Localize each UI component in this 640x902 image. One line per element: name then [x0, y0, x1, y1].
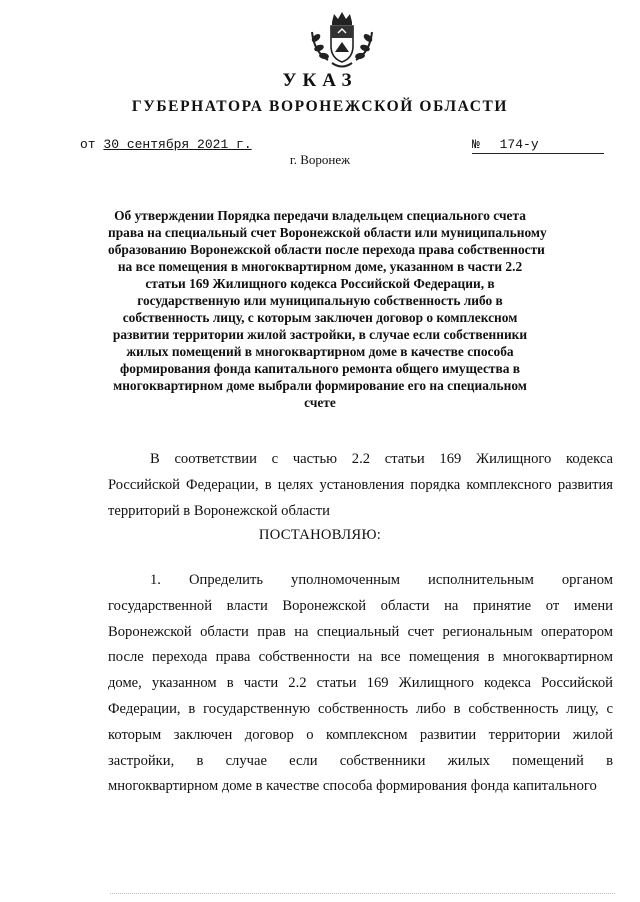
item-1-line: Федерации, в государственную собственность либо в собственность лицу, с — [108, 700, 613, 717]
heading-line: образованию Воронежской области после перехода права собственности — [108, 242, 545, 257]
city-label: г. Воронеж — [289, 152, 351, 167]
item-1-line: Воронежской области прав на специальный счет региональным оператором — [108, 623, 613, 640]
heading-line: государственную или муниципальную собственность либо в — [137, 293, 503, 308]
heading-line: статьи 169 Жилищного кодекса Российской Федерации, в — [145, 276, 495, 291]
heading-line: формирования фонда капитального ремонта общего имущества в — [119, 361, 521, 376]
item-1-line: которым заключен договор о комплексном развитии территории жилой — [108, 726, 613, 743]
item-1-line: многоквартирном доме в качестве способа формирования фонда капитального — [108, 778, 597, 795]
heading-line: многоквартирном доме выбрали формирование его на специальном — [113, 378, 527, 393]
heading-line: собственность лицу, с которым заключен договор о комплексном — [122, 310, 518, 325]
preamble-line: территорий в Воронежской области — [108, 502, 330, 519]
decree-date — [80, 137, 252, 152]
date-value: 30 сентября 2021 г. — [103, 137, 252, 152]
item-1-paragraph — [108, 568, 613, 800]
decree-heading — [108, 207, 547, 411]
preamble-paragraph — [108, 447, 613, 524]
preamble-line: В соответствии с частью 2.2 статьи 169 Жилищного кодекса — [150, 451, 613, 467]
heading-line: на все помещения в многоквартирном доме, указанном в части 2.2 — [117, 259, 523, 274]
item-1-line: 1. Определить уполномоченным исполнительным органом — [150, 572, 613, 588]
item-1-line: государственной власти Воронежской области на принятие от имени — [108, 597, 613, 614]
heading-line: развитии территории жилой застройки, в случае если собственники — [112, 327, 528, 342]
heading-line: счете — [304, 395, 336, 410]
heading-line: Об утверждении Порядка передачи владельцем специального счета — [114, 208, 526, 223]
date-prefix: от — [80, 137, 96, 152]
decree-operative-word: ПОСТАНОВЛЯЮ: — [258, 527, 382, 543]
number-value: 174-у — [499, 137, 539, 152]
preamble-line: Российской Федерации, в целях установления порядка комплексного развития — [108, 476, 613, 493]
issuer-title: ГУБЕРНАТОРА ВОРОНЕЖСКОЙ ОБЛАСТИ — [131, 98, 509, 115]
coat-of-arms-icon — [298, 8, 386, 74]
number-sign: № — [472, 137, 480, 152]
item-1-line: доме, указанном в части 2.2 статьи 169 Жилищного кодекса Российской — [108, 675, 613, 692]
item-1-line: после перехода права собственности на все помещения в многоквартирном — [108, 649, 613, 666]
page-bottom-rule — [110, 893, 615, 894]
heading-line: жилых помещений в многоквартирном доме в качестве способа — [126, 344, 514, 359]
item-1-line: застройки, в случае если собственники жилых помещений в — [108, 752, 613, 769]
document-type-title: УКАЗ — [282, 70, 358, 91]
heading-line: права на специальный счет Воронежской области или муниципальному — [108, 225, 547, 240]
